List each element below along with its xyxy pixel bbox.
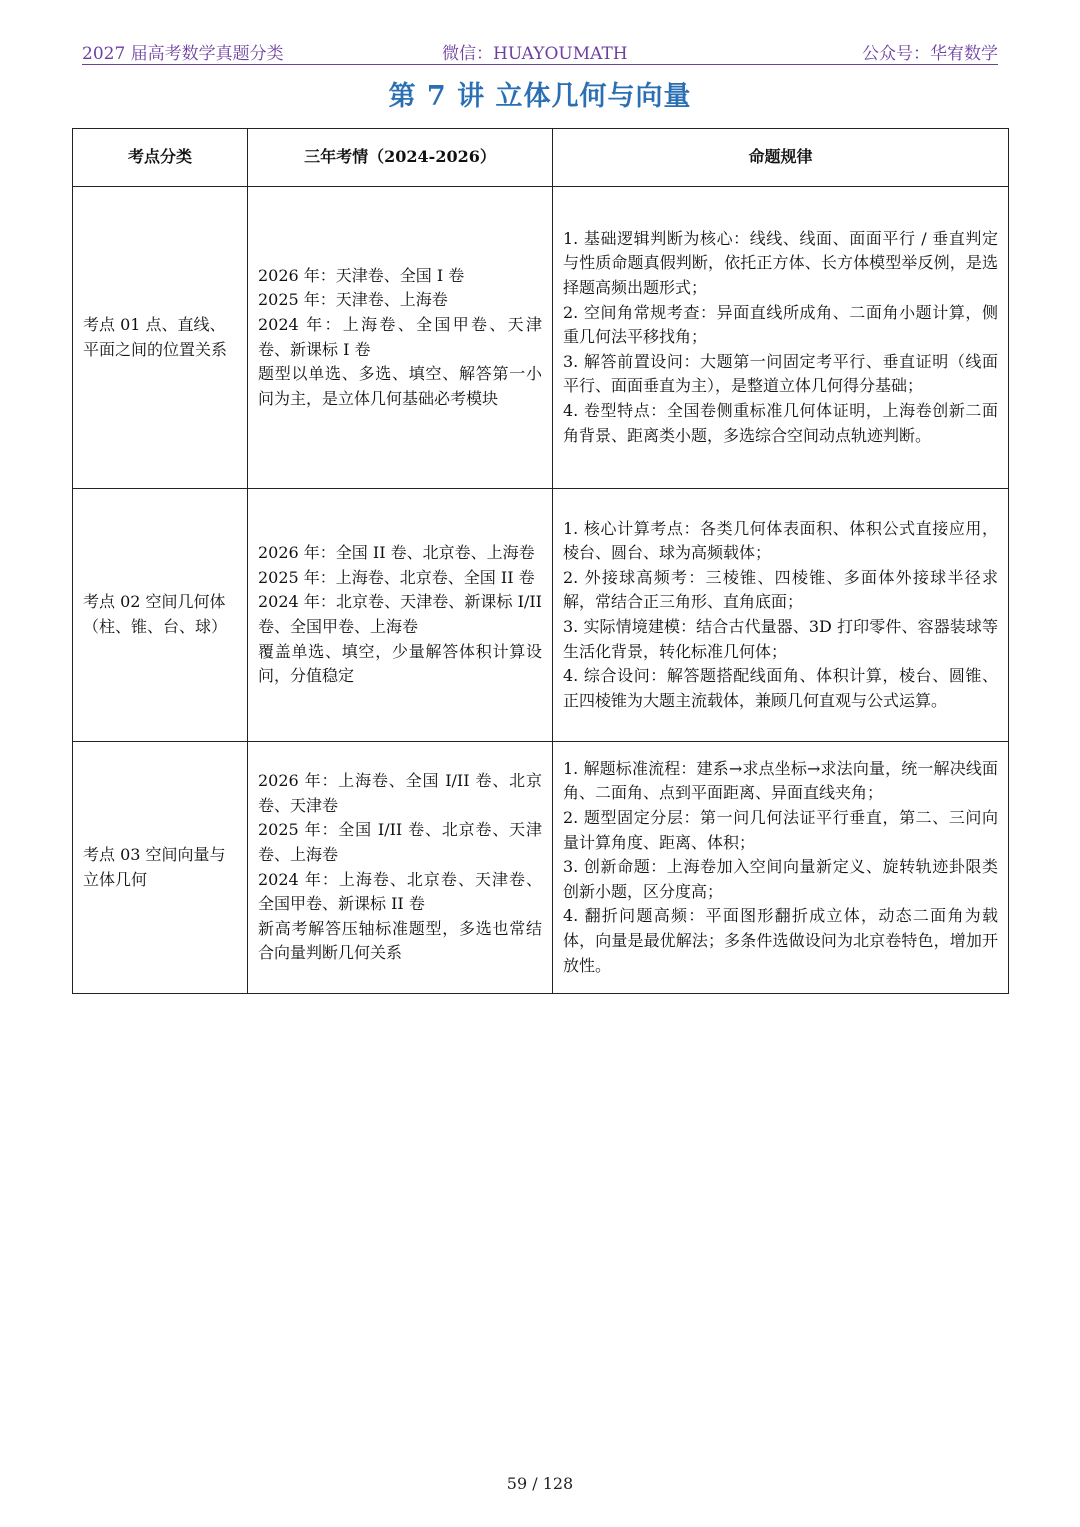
category-cell: 考点 01 点、直线、平面之间的位置关系 <box>73 187 248 489</box>
exam-line: 2026 年：天津卷、全国 I 卷 <box>258 265 465 285</box>
exam-line: 2025 年：全国 I/II 卷、北京卷、天津卷、上海卷 <box>258 820 542 864</box>
rule-item: 2. 外接球高频考：三棱锥、四棱锥、多面体外接球半径求解，常结合正三角形、直角底面； <box>563 567 998 612</box>
rule-item: 2. 题型固定分层：第一问几何法证平行垂直，第二、三问向量计算角度、距离、体积； <box>563 808 998 852</box>
lecture-title: 第 7 讲 立体几何与向量 <box>388 81 692 112</box>
exam-line: 2026 年：全国 II 卷、北京卷、上海卷 <box>258 543 535 563</box>
table-row <box>73 489 1009 742</box>
category-cell: 考点 03 空间向量与立体几何 <box>73 742 248 994</box>
rule-item: 3. 实际情境建模：结合古代量器、3D 打印零件、容器装球等生活化背景，转化标准几何体； <box>563 617 998 661</box>
column-header-rules: 命题规律 <box>553 129 1009 187</box>
column-header-category: 考点分类 <box>73 129 248 187</box>
category-cell: 考点 02 空间几何体（柱、锥、台、球） <box>73 489 248 742</box>
exam-line: 2024 年：北京卷、天津卷、新课标 I/II 卷、全国甲卷、上海卷 <box>258 592 542 636</box>
rules-cell <box>553 187 1009 489</box>
table-row <box>73 742 1009 994</box>
rule-item: 1. 核心计算考点：各类几何体表面积、体积公式直接应用，棱台、圆台、球为高频载体； <box>563 518 998 563</box>
page-header <box>82 38 998 65</box>
exam-line: 2024 年：上海卷、全国甲卷、天津卷、新课标 I 卷 <box>258 314 542 359</box>
rules-cell <box>553 742 1009 994</box>
exam-history-cell <box>248 742 553 994</box>
header-series-title: 2027 届高考数学真题分类 <box>82 44 284 64</box>
column-header-exam-history: 三年考情（2024-2026） <box>248 129 553 187</box>
rule-item: 2. 空间角常规考查：异面直线所成角、二面角小题计算，侧重几何法平移找角； <box>563 302 998 347</box>
header-public-account: 公众号：华宥数学 <box>862 44 998 64</box>
rule-item: 1. 解题标准流程：建系→求点坐标→求法向量，统一解决线面角、二面角、点到平面距离、异面直线夹角； <box>563 758 998 803</box>
rule-item: 4. 翻折问题高频：平面图形翻折成立体，动态二面角为载体，向量是最优解法；多条件选做设问为北京卷特色，增加开放性。 <box>563 906 998 975</box>
rule-item: 4. 卷型特点：全国卷侧重标准几何体证明，上海卷创新二面角背景、距离类小题，多选综合空间动点轨迹判断。 <box>563 400 998 445</box>
exam-line: 2024 年：上海卷、北京卷、天津卷、全国甲卷、新课标 II 卷 <box>258 869 542 914</box>
page-number: 59 / 128 <box>506 1474 574 1493</box>
rule-item: 4. 综合设问：解答题搭配线面角、体积计算，棱台、圆锥、正四棱锥为大题主流载体，兼顾几何直观与公式运算。 <box>563 666 998 710</box>
exam-note: 新高考解答压轴标准题型，多选也常结合向量判断几何关系 <box>258 918 542 963</box>
rule-item: 1. 基础逻辑判断为核心：线线、线面、面面平行 / 垂直判定与性质命题真假判断，依托正方体、长方体模型举反例，是选择题高频出题形式； <box>563 228 998 298</box>
table-header-row <box>73 129 1009 187</box>
exam-note: 题型以单选、多选、填空、解答第一小问为主，是立体几何基础必考模块 <box>258 364 542 408</box>
rule-item: 3. 解答前置设问：大题第一问固定考平行、垂直证明（线面平行、面面垂直为主），是整道立体几何得分基础； <box>563 351 998 396</box>
header-wechat: 微信：HUAYOUMATH <box>442 44 628 64</box>
exam-line: 2025 年：上海卷、北京卷、全国 II 卷 <box>258 567 535 587</box>
exam-history-cell <box>248 489 553 742</box>
exam-line: 2025 年：天津卷、上海卷 <box>258 290 448 310</box>
exam-line: 2026 年：上海卷、全国 I/II 卷、北京卷、天津卷 <box>258 771 542 815</box>
exam-history-cell <box>248 187 553 489</box>
rules-cell <box>553 489 1009 742</box>
exam-note: 覆盖单选、填空，少量解答体积计算设问，分值稳定 <box>258 641 542 686</box>
table-row <box>73 187 1009 489</box>
exam-analysis-table <box>72 128 1009 994</box>
rule-item: 3. 创新命题：上海卷加入空间向量新定义、旋转轨迹卦限类创新小题，区分度高； <box>563 857 998 901</box>
